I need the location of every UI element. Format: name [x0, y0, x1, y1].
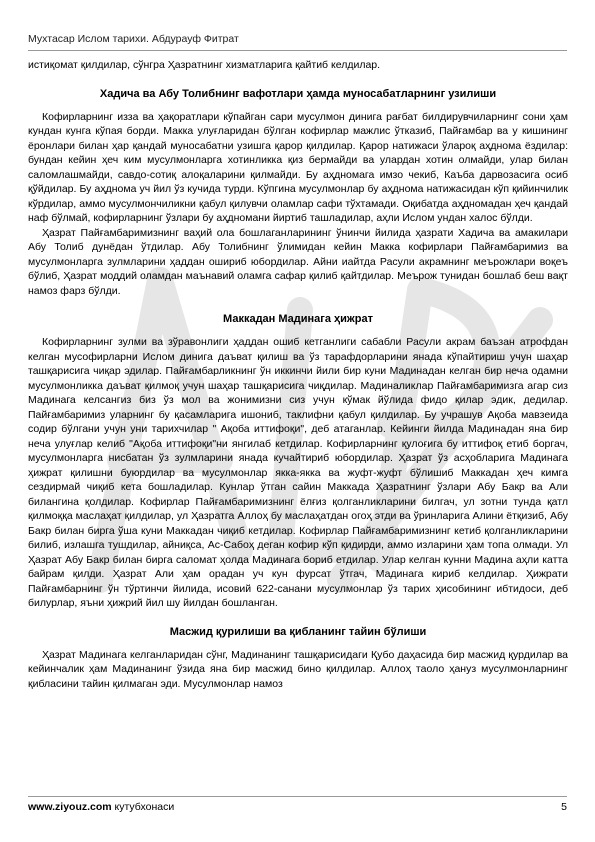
section1-paragraph-1: Кофирларнинг изза ва ҳақоратлари кўпайган сари мусулмон динига рағбат билдирувчиларнинг сони ҳам кундан кунга кўпая борди. Макка улуғларидан бўлган кофирлар мажлис ўтказиб, Пайғамбар ва у кишининг ёронлари билан ҳар қандай муносабатни узишга қарор қилдилар. Қарор натижаси ўлароқ аҳднома ёздилар: бундан кейин ҳеч ким мусулмонларга хотинликка қиз бермайди ва улардан хотин олмайди, улар билан саломлашмайди, савдо-сотиқ алоқаларини қилмайди. Бу аҳдномага имзо чекиб, Каъба дарвозасига осиб қўйдилар. Бу аҳднома уч йил ўз кучида турди. Кўпгина мусулмонлар бу аҳднома натижасидан кўп қийинчилик кўрдилар, аммо мусулмончиликни қабул қилувчи оламлар сафи тўхтамади. Оқибатда аҳдномадан ҳеч қандай наф бўлмай, кофирларнинг ўзлари бу аҳдномани йиртиб ташладилар, аҳли Ислом ундан халос бўлди. — [28, 110, 568, 224]
footer-source — [28, 801, 174, 813]
section-heading-mosque: Масжид қурилиши ва қибланинг тайин бўлиши — [169, 625, 427, 638]
section-heading-khadija: Хадича ва Абу Толибнинг вафотлари ҳамда муносабатларнинг узилиши — [99, 87, 497, 100]
page-content — [28, 58, 568, 691]
running-header-title: Мухтасар Ислом тарихи. Абдурауф Фитрат — [28, 33, 239, 45]
section3-paragraph-1: Ҳазрат Мадинага келганларидан сўнг, Мадинанинг ташқарисидаги Қубо даҳасида бир масжид қурдилар ва кейинчалик ҳам Мадинанинг ўзида яна бир масжид бино қилдилар. Аллоҳ таоло ҳануз мусулмонларнинг қибласини тайин қилмаган эди. Мусулмонлар намоз — [28, 648, 568, 690]
page-number: 5 — [561, 801, 567, 813]
intro-paragraph: истиқомат қилдилар, сўнгра Ҳазратнинг хизматларига қайтиб келдилар. — [28, 59, 381, 71]
section-heading-hijra: Маккадан Мадинага ҳижрат — [223, 313, 373, 325]
footer-library-label: кутубхонаси — [114, 801, 175, 813]
footer-site-link[interactable]: www.ziyouz.com — [28, 801, 112, 813]
section2-paragraph-1: Кофирларнинг зулми ва зўравонлиги ҳаддан ошиб кетганлиги сабабли Расули акрам баъзан атрофдан келган мусофирларни Ислом динига даъват қилиш ва ўз тарафдорларини янада кўпайтириш учун шаҳар ташқарисига чиқар эдилар. Пайғамбарликнинг ўн иккинчи йили бир куни Мадинадан келган бир неча одамни мусулмонликка даъват қилмоқ учун шаҳар ташқарисига чиқдилар. Мадиналиклар Пайғамбаримизга агар сиз Мадинага келсангиз биз ўз мол ва жонимизни сиз учун кўмак йўлида фидо қилар эдик, дедилар. Пайғамбаримиз уларнинг бу қасамларига ишониб, таклифни қабул қилдилар. Бу учрашув Ақоба мавзеида содир бўлгани учун уни тарихчилар " Ақоба иттифоқи", деб атаганлар. Кейинги йилда Мадинадан яна бир неча улуғлар келиб "Ақоба иттифоқи"ни янгилаб кетдилар. Кофирларнинг қулоғига бу иттифоқ етиб боргач, мусулмонларга нисбатан ўз зулмларини янада кучайтириб юбордилар. Ҳазрат ўз асҳобларига Мадинага ҳижрат қилишни буюрдилар ва мусулмонлар якка-якка ва жуфт-жуфт бўлишиб Маккадан ҳеч кимга сездирмай чиқиб кета бошладилар. Кунлар ўтган сайин Маккада Ҳазратнинг ўзлари Абу Бакр ва Али билангина қолдилар. Кофирлар Пайғамбаримизнинг ёлғиз қолганликларини билгач, ул зотни тунда қатл қилмоққа маслаҳат қилдилар, ул Ҳазратга Аллоҳ бу маслаҳатдан огоҳ этди ва ўринларига Алини ётқизиб, Абу Бакр билан бирга ўша куни Маккадан чиқиб кетдилар. Кофирлар Пайғамбаримизнинг кетиб қолганликларини билиб, излашга тушдилар, айниқса, Ас-Сабоҳ деган кофир кўп қидирди, аммо изларини ҳам топа олмади. Ул Ҳазрат Абу Бакр билан бирга саломат ҳолда Мадинага бориб етдилар. Улар келган кунни Мадина аҳли катта байрам қилди. Ҳазрат Али ҳам орадан уч кун фурсат ўтгач, Мадинага кириб келдилар. Ҳижрати Пайғамбарнинг ўн тўртинчи йилида, исовий 622-санани мусулмонлар ўз тарих ҳисобининг ибтидоси, деб билурлар, яъни ҳижрий йил шу йилдан бошланган. — [28, 336, 568, 609]
page-footer — [28, 801, 567, 813]
section1-paragraph-2: Ҳазрат Пайғамбаримизнинг ваҳий ола бошлаганларининг ўнинчи йилида ҳазрати Хадича ва амакилари Абу Толиб дунёдан ўтдилар. Абу Толибнинг ўлимидан кейин Макка кофирлари Пайғамбаримиз ва мусулмонларга зулмларини ҳаддан ошириб юбордилар. Айни иайтда Расули акрамнинг меърожлари воқеъ бўлиб, Ҳазрат моддий оламдан маънавий оламга сафар қилиб қайтдилар. Меърож тунидан бошлаб беш вақт намоз фарз бўлди. — [28, 226, 568, 297]
header-divider — [28, 50, 567, 51]
footer-divider — [28, 796, 567, 797]
